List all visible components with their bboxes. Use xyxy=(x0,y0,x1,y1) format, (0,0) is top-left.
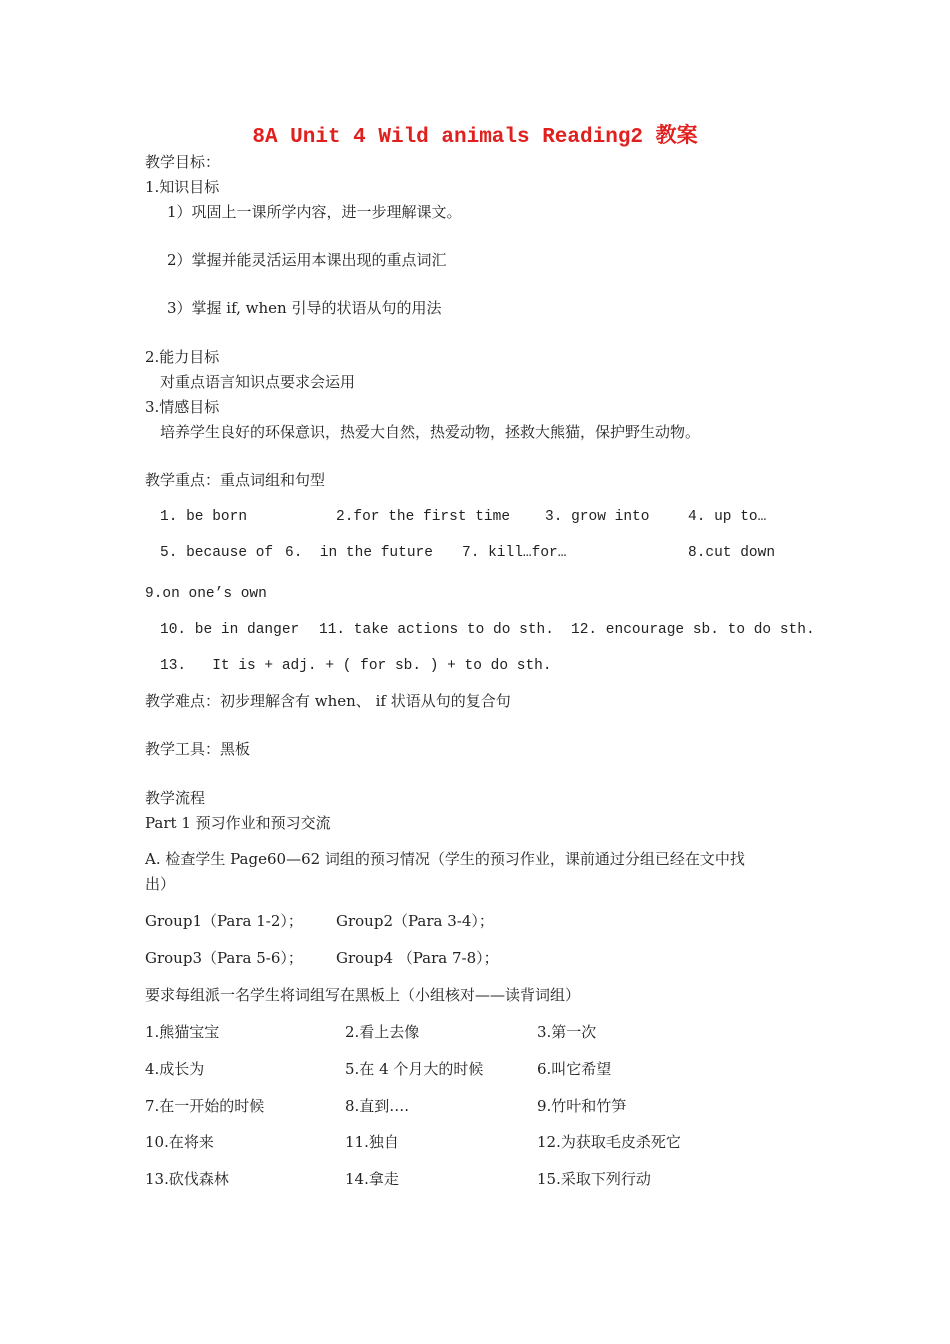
cn-phrase: 3.第一次 xyxy=(537,1023,597,1041)
phrase-item: 7. kill…for… xyxy=(462,545,567,561)
cn-phrase: 5.在 4 个月大的时候 xyxy=(345,1060,484,1078)
section-a-line: 出） xyxy=(145,875,176,893)
cn-phrase: 7.在一开始的时候 xyxy=(145,1097,265,1115)
cn-phrase: 12.为获取毛皮杀死它 xyxy=(537,1133,681,1151)
phrase-item: 5. because of xyxy=(160,545,274,561)
process-heading: 教学流程 xyxy=(145,789,206,807)
group-item: Group4 （Para 7-8）； xyxy=(336,949,499,967)
tools-line: 教学工具：黑板 xyxy=(145,740,251,758)
cn-phrase: 13.砍伐森林 xyxy=(145,1170,229,1188)
phrase-item: 1. be born xyxy=(160,509,248,525)
phrase-item: 4. up to… xyxy=(688,509,767,525)
group-item: Group3（Para 5-6）； xyxy=(145,949,303,967)
group-item: Group1（Para 1-2）； xyxy=(145,912,303,930)
knowledge-item: 3）掌握 if, when 引导的状语从句的用法 xyxy=(167,299,442,317)
knowledge-item: 2）掌握并能灵活运用本课出现的重点词汇 xyxy=(167,251,447,269)
cn-phrase: 14.拿走 xyxy=(345,1170,399,1188)
ability-text: 对重点语言知识点要求会运用 xyxy=(160,373,356,391)
cn-phrase: 11.独自 xyxy=(345,1133,399,1151)
emotion-text: 培养学生良好的环保意识，热爱大自然，热爱动物，拯救大熊猫，保护野生动物。 xyxy=(160,423,701,441)
group-item: Group2（Para 3-4）； xyxy=(336,912,494,930)
ability-heading: 2.能力目标 xyxy=(145,348,220,366)
key-points-heading: 教学重点：重点词组和句型 xyxy=(145,471,326,489)
phrase-item: 13. It is + adj. + ( for sb. ) + to do sth. xyxy=(160,658,552,674)
emotion-heading: 3.情感目标 xyxy=(145,398,220,416)
cn-phrase: 1.熊猫宝宝 xyxy=(145,1023,220,1041)
goals-heading: 教学目标： xyxy=(145,153,221,171)
phrase-item: 6. in the future xyxy=(285,545,433,561)
section-a-line: A. 检查学生 Page60—62 词组的预习情况（学生的预习作业，课前通过分组已经在文中找 xyxy=(145,850,745,868)
document-title: 8A Unit 4 Wild animals Reading2 教案 xyxy=(252,126,698,149)
cn-phrase: 6.叫它希望 xyxy=(537,1060,612,1078)
cn-phrase: 8.直到…. xyxy=(345,1097,410,1115)
cn-phrase: 9.竹叶和竹笋 xyxy=(537,1097,627,1115)
phrase-item: 8.cut down xyxy=(688,545,776,561)
part1-heading: Part 1 预习作业和预习交流 xyxy=(145,814,331,832)
cn-phrase: 2.看上去像 xyxy=(345,1023,420,1041)
difficulty-line: 教学难点：初步理解含有 when、 if 状语从句的复合句 xyxy=(145,692,511,710)
cn-phrase: 15.采取下列行动 xyxy=(537,1170,651,1188)
phrase-item: 11. take actions to do sth. xyxy=(319,622,554,638)
phrase-item: 2.for the first time xyxy=(336,509,511,525)
phrase-item: 10. be in danger xyxy=(160,622,300,638)
phrase-item: 12. encourage sb. to do sth. xyxy=(571,622,815,638)
phrase-item: 3. grow into xyxy=(545,509,650,525)
cn-phrase: 4.成长为 xyxy=(145,1060,205,1078)
cn-phrase: 10.在将来 xyxy=(145,1133,214,1151)
requirement-line: 要求每组派一名学生将词组写在黑板上（小组核对——读背词组） xyxy=(145,986,581,1004)
knowledge-heading: 1.知识目标 xyxy=(145,178,220,196)
knowledge-item: 1）巩固上一课所学内容，进一步理解课文。 xyxy=(167,203,462,221)
phrase-item: 9.on one’s own xyxy=(145,586,267,602)
